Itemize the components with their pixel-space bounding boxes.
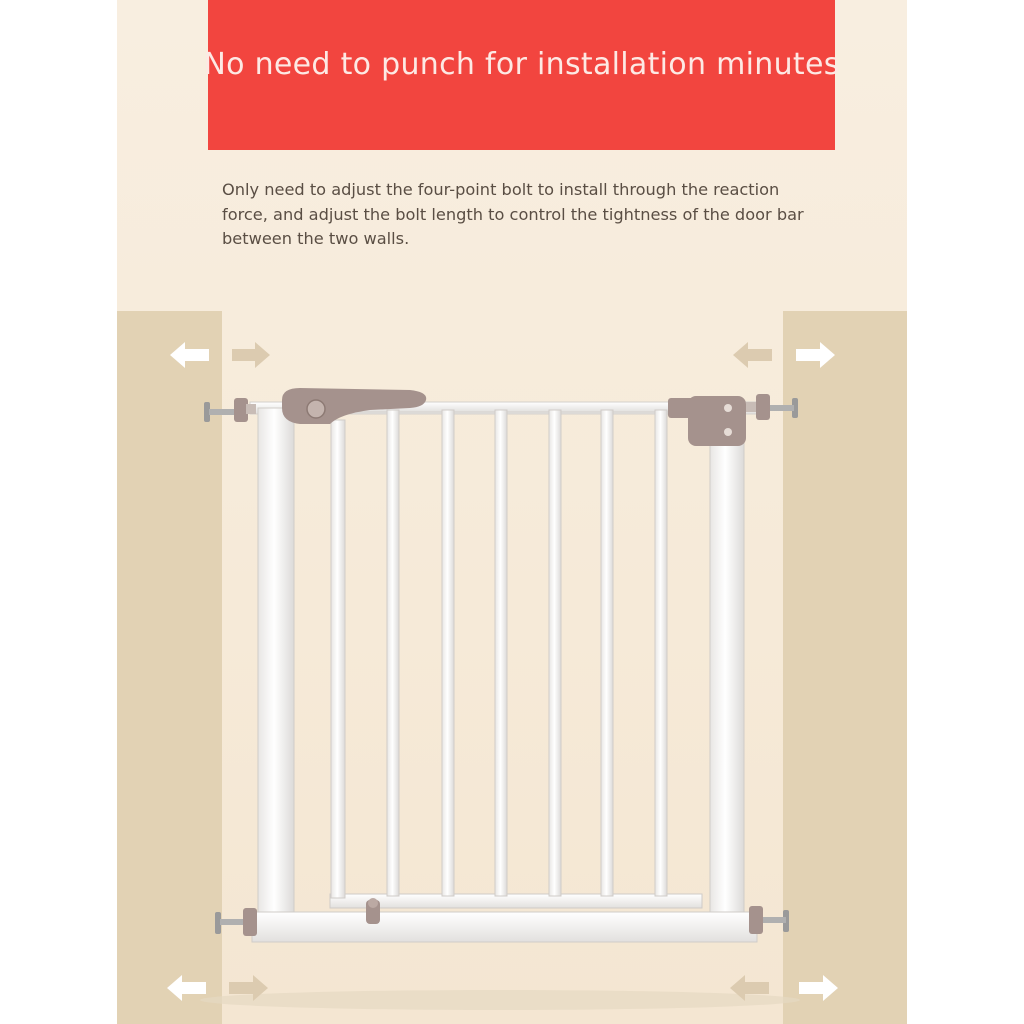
latch-handle-icon (282, 388, 426, 424)
hinge-icon (668, 396, 746, 446)
arrow-left-icon (733, 342, 772, 368)
pressure-bolt-icon (749, 906, 789, 934)
pressure-bolt-icon (746, 394, 798, 420)
description-text: Only need to adjust the four-point bolt to install through the reaction force, and adjust the bolt length to control the tightness of the door bar between the two walls. (222, 180, 804, 248)
gate-door (330, 402, 702, 908)
arrow-left-icon (170, 342, 209, 368)
arrow-right-icon (796, 342, 835, 368)
floor-shadow (200, 990, 800, 1010)
pressure-bolt-icon (215, 908, 257, 936)
floor-latch-icon (366, 898, 380, 924)
pressure-bolt-icon (204, 398, 256, 422)
arrow-right-icon (232, 342, 270, 368)
banner-title: No need to punch for installation minutes (203, 46, 840, 82)
arrow-left-icon (167, 975, 206, 1001)
arrow-right-icon (799, 975, 838, 1001)
